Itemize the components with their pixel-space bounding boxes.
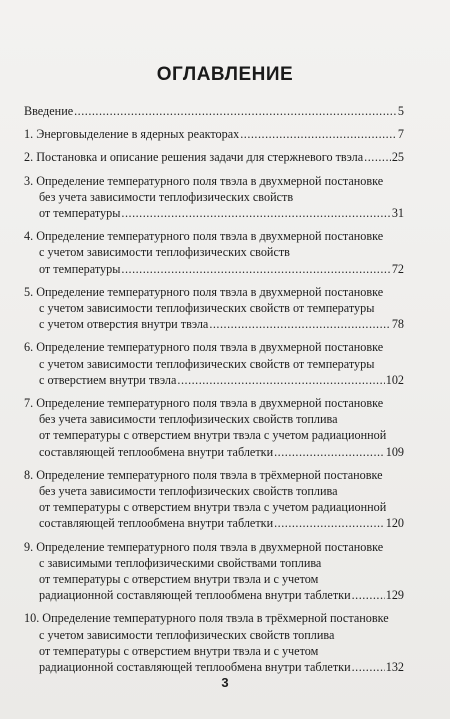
toc-entry-title: Введение — [24, 104, 74, 118]
toc-entry-title: с отверстием внутри твэла — [39, 372, 177, 387]
toc-entry-line: с учетом зависимости теплофизических свойств — [39, 245, 290, 260]
toc-entry-line: 10. Определение температурного поля твэла в трёхмерной постановке — [24, 611, 389, 626]
toc-entry-page: 7 — [397, 127, 404, 142]
toc-entry-last-line — [24, 372, 404, 388]
toc-entry-page: 25 — [391, 150, 404, 165]
dot-leader — [121, 205, 390, 221]
toc-entry-page: 78 — [391, 317, 404, 332]
toc-entry-line: 7. Определение температурного поля твэла в двухмерной постановке — [24, 396, 384, 411]
toc-entry — [24, 539, 404, 604]
toc-entry-title: 1. Энерговыделение в ядерных реакторах — [24, 127, 240, 142]
toc-entry-last-line — [24, 444, 404, 460]
toc-entry-page: 102 — [385, 372, 404, 387]
toc-entry-title: составляющей теплообмена внутри таблетки — [39, 516, 274, 531]
toc-entry — [24, 467, 404, 532]
toc-entry-title: от температуры — [39, 261, 121, 276]
toc-entry — [24, 395, 404, 460]
toc-entry-page: 132 — [385, 660, 404, 675]
dot-leader — [240, 126, 397, 142]
toc-entry — [24, 284, 404, 333]
toc-entry-line: без учета зависимости теплофизических свойств топлива — [39, 484, 338, 499]
dot-leader — [352, 659, 385, 675]
toc-entry-page: 72 — [391, 261, 404, 276]
toc-entry-line: от температуры с отверстием внутри твэла с учетом радиационной — [39, 428, 387, 443]
dot-leader — [177, 372, 384, 388]
toc-entry-line: от температуры с отверстием внутри твэла с учетом радиационной — [39, 500, 387, 515]
toc-entry-title: радиационной составляющей теплообмена внутри таблетки — [39, 660, 351, 675]
toc-entry-last-line — [24, 126, 404, 142]
toc-entry-page: 109 — [385, 444, 404, 459]
toc-entry-title: составляющей теплообмена внутри таблетки — [39, 444, 274, 459]
dot-leader — [274, 515, 385, 531]
toc-entry-page: 5 — [397, 104, 404, 118]
toc-entry-line: 9. Определение температурного поля твэла в двухмерной постановке — [24, 539, 384, 554]
toc-entry-line: с зависимыми теплофизическими свойствами топлива — [39, 555, 322, 570]
toc-entry-line: 6. Определение температурного поля твэла в двухмерной постановке — [24, 340, 384, 355]
toc-entry-line: 8. Определение температурного поля твэла в трёхмерной постановке — [24, 467, 383, 482]
toc-entry — [24, 103, 404, 119]
toc-entry-last-line — [24, 316, 404, 332]
toc-entry-last-line — [24, 149, 404, 165]
toc-entry-last-line — [24, 587, 404, 603]
toc-entry — [24, 339, 404, 388]
toc-entry-line: с учетом зависимости теплофизических свойств топлива — [39, 627, 335, 642]
toc-entry-page: 129 — [385, 588, 404, 603]
toc-entry — [24, 228, 404, 277]
dot-leader — [352, 587, 385, 603]
toc-entry — [24, 610, 404, 675]
toc-entry-line: 4. Определение температурного поля твэла в двухмерной постановке — [24, 229, 384, 244]
toc-entry-title: радиационной составляющей теплообмена внутри таблетки — [39, 588, 351, 603]
toc-entry-line: без учета зависимости теплофизических свойств — [39, 189, 294, 204]
toc-entry — [24, 149, 404, 165]
toc-entry-line: с учетом зависимости теплофизических свойств от температуры — [39, 356, 375, 371]
dot-leader — [274, 444, 385, 460]
toc-entry-line: с учетом зависимости теплофизических свойств от температуры — [39, 301, 375, 316]
toc-entry — [24, 126, 404, 142]
toc-entry-page: 31 — [391, 206, 404, 221]
toc-entry — [24, 173, 404, 222]
toc-entry-last-line — [24, 261, 404, 277]
toc-entry-line: от температуры с отверстием внутри твэла и с учетом — [39, 643, 319, 658]
toc-entry-line: без учета зависимости теплофизических свойств топлива — [39, 412, 338, 427]
dot-leader — [364, 149, 391, 165]
dot-leader — [74, 103, 397, 119]
toc-entry-title: от температуры — [39, 206, 121, 221]
dot-leader — [209, 316, 390, 332]
toc-entry-last-line — [24, 659, 404, 675]
dot-leader — [121, 261, 390, 277]
toc-entry-last-line — [24, 103, 404, 119]
page-title: ОГЛАВЛЕНИЕ — [156, 64, 294, 85]
toc-entry-last-line — [24, 205, 404, 221]
toc-entry-last-line — [24, 515, 404, 531]
page-number: 3 — [221, 675, 229, 690]
toc-entry-title: с учетом отверстия внутри твэла — [39, 317, 209, 332]
toc-entry-page: 120 — [385, 516, 404, 531]
table-of-contents — [24, 103, 404, 682]
toc-entry-line: 5. Определение температурного поля твэла в двухмерной постановке — [24, 284, 384, 299]
toc-entry-line: от температуры с отверстием внутри твэла и с учетом — [39, 572, 319, 587]
toc-entry-title: 2. Постановка и описание решения задачи для стержневого твэла — [24, 150, 364, 165]
toc-entry-line: 3. Определение температурного поля твэла в двухмерной постановке — [24, 173, 384, 188]
